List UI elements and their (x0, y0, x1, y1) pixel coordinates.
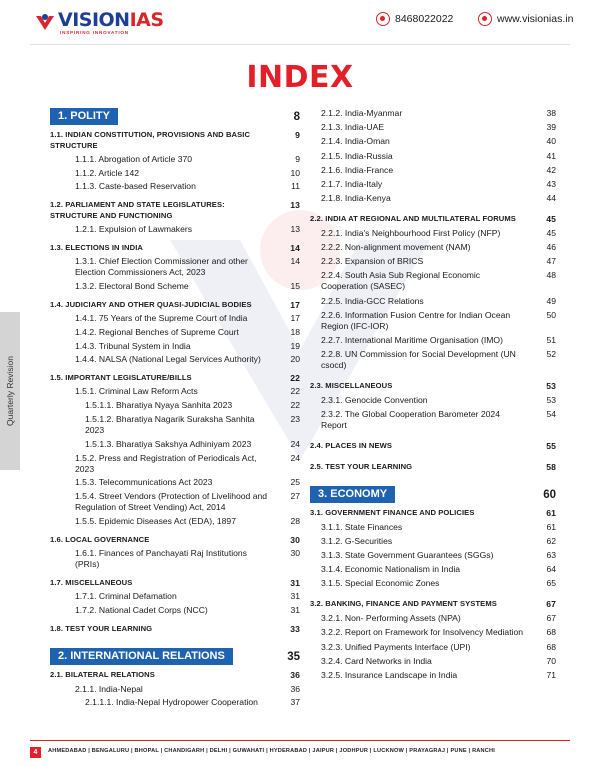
entry-title: 3.2.4. Card Networks in India (321, 655, 432, 666)
index-item[interactable] (310, 122, 556, 133)
entry-page-number: 52 (546, 349, 556, 360)
entry-page-number: 27 (290, 491, 300, 502)
index-item[interactable] (310, 193, 556, 204)
entry-page-number: 38 (546, 108, 556, 118)
entry-title: 3.2.3. Unified Payments Interface (UPI) (321, 641, 471, 652)
entry-title: 2.1.1. India-Nepal (75, 683, 143, 694)
entry-page-number: 67 (546, 613, 556, 624)
index-item[interactable] (310, 136, 556, 147)
entry-page-number: 63 (546, 550, 556, 561)
entry-title: 1.5.1.1. Bharatiya Nyaya Sanhita 2023 (85, 400, 233, 411)
index-item[interactable] (50, 414, 300, 436)
entry-page-number: 22 (290, 400, 300, 411)
entry-title: 3.1.3. State Government Guarantees (SGGs) (321, 550, 494, 561)
index-heading[interactable] (50, 200, 300, 221)
entry-page-number: 24 (290, 438, 300, 449)
index-heading[interactable] (50, 624, 300, 635)
entry-page-number: 41 (546, 150, 556, 161)
entry-page-number: 36 (290, 683, 300, 694)
entry-title: 1.2. PARLIAMENT AND STATE LEGISLATURES: STRUCTURE AND FUNCTIONING (50, 200, 225, 220)
entry-title: 2.2.2. Non-alignment movement (NAM) (321, 242, 471, 252)
website-url: www.visionias.in (497, 13, 574, 25)
entry-title: 1.5.3. Telecommunications Act 2023 (75, 477, 213, 488)
entry-title: 1.1.3. Caste-based Reservation (75, 181, 196, 192)
entry-title: 3.2. BANKING, FINANCE AND PAYMENT SYSTEMS (310, 599, 497, 609)
entry-title: 1.1. INDIAN CONSTITUTION, PROVISIONS AND BASIC STRUCTURE (50, 130, 251, 150)
entry-page-number: 58 (546, 461, 556, 472)
entry-page-number: 9 (295, 153, 300, 164)
entry-title: 2.1.1.1. India-Nepal Hydropower Cooperation (85, 697, 258, 708)
entry-title: 1.6. LOCAL GOVERNANCE (50, 534, 150, 544)
entry-page-number: 46 (546, 242, 556, 252)
index-item[interactable] (310, 522, 556, 533)
entry-title: 1.4. JUDICIARY AND OTHER QUASI-JUDICIAL BODIES (50, 299, 252, 309)
index-item[interactable] (310, 395, 556, 406)
side-tab (0, 312, 20, 470)
entry-page-number: 51 (546, 334, 556, 345)
entry-page-number: 14 (290, 242, 300, 253)
index-item[interactable] (50, 697, 300, 708)
entry-page-number: 18 (290, 326, 300, 337)
visionias-logo[interactable] (34, 6, 184, 40)
index-item[interactable] (310, 242, 556, 253)
entry-page-number: 17 (290, 299, 300, 310)
entry-title: 3.2.5. Insurance Landscape in India (321, 669, 458, 680)
index-heading[interactable] (310, 441, 556, 452)
header-divider (30, 44, 570, 45)
entry-page-number: 40 (546, 136, 556, 147)
index-item[interactable] (50, 224, 300, 235)
index-item[interactable] (50, 605, 300, 616)
entry-title: 2.3.1. Genocide Convention (321, 394, 428, 405)
index-heading[interactable] (310, 508, 556, 519)
index-item[interactable] (50, 516, 300, 527)
entry-title: 1.5.5. Epidemic Diseases Act (EDA), 1897 (75, 516, 236, 527)
entry-page-number: 68 (546, 641, 556, 652)
index-item[interactable] (310, 165, 556, 176)
entry-page-number: 43 (546, 178, 556, 189)
entry-title: 1.5. IMPORTANT LEGISLATURE/BILLS (50, 373, 192, 383)
page-title: INDEX (246, 60, 354, 95)
index-item[interactable] (50, 439, 300, 450)
entry-title: 2.1.4. India-Oman (321, 136, 390, 147)
entry-page-number: 31 (290, 591, 300, 602)
entry-page-number: 71 (546, 669, 556, 680)
side-tab-label: Quarterly Revision (5, 356, 15, 426)
index-item[interactable] (310, 550, 556, 561)
entry-title: 2.1.5. India-Russia (321, 150, 393, 161)
phone-contact[interactable] (376, 12, 453, 26)
entry-page-number: 42 (546, 164, 556, 175)
entry-title: 1.1.1. Abrogation of Article 370 (75, 153, 193, 164)
entry-title: 3.1.4. Economic Nationalism in India (321, 564, 461, 575)
entry-title: 1.3.2. Electoral Bond Scheme (75, 280, 189, 291)
index-item[interactable] (310, 578, 556, 589)
index-item[interactable] (310, 409, 556, 431)
index-heading[interactable] (310, 381, 556, 392)
index-item[interactable] (50, 341, 300, 352)
index-item[interactable] (50, 548, 300, 570)
entry-page-number: 68 (546, 627, 556, 638)
index-item[interactable] (50, 453, 300, 475)
entry-page-number: 53 (546, 381, 556, 392)
index-item[interactable] (310, 670, 556, 681)
entry-title: 1.5.2. Press and Registration of Periodicals Act, 2023 (75, 452, 257, 474)
entry-page-number: 20 (290, 354, 300, 365)
entry-page-number: 48 (546, 270, 556, 281)
index-item[interactable] (50, 491, 300, 513)
entry-page-number: 14 (290, 256, 300, 267)
index-item[interactable] (50, 684, 300, 695)
entry-title: 2.1. BILATERAL RELATIONS (50, 670, 155, 680)
phone-number: 8468022022 (395, 13, 454, 25)
entry-page-number: 30 (290, 534, 300, 545)
section-title: 2. INTERNATIONAL RELATIONS (50, 648, 233, 665)
index-item[interactable] (310, 228, 556, 239)
entry-page-number: 54 (546, 409, 556, 419)
entry-title: 2.1.3. India-UAE (321, 122, 385, 133)
entry-title: 1.5.4. Street Vendors (Protection of Livelihood and Regulation of Street Vending) Act, 2014 (75, 491, 268, 513)
index-item[interactable] (310, 627, 556, 638)
entry-page-number: 36 (290, 670, 300, 681)
entry-page-number: 55 (546, 441, 556, 451)
entry-page-number: 47 (546, 256, 556, 267)
index-heading[interactable] (310, 462, 556, 473)
entry-title: 2.2.6. Information Fusion Centre for Indian Ocean Region (IFC-IOR) (321, 309, 511, 331)
index-item[interactable] (50, 386, 300, 397)
entry-title: 2.3.2. The Global Cooperation Barometer 2024 Report (321, 409, 500, 430)
section-banner-2-international-relations[interactable] (50, 648, 300, 665)
entry-title: 2.1.7. India-Italy (321, 178, 383, 189)
index-item[interactable] (310, 536, 556, 547)
index-item[interactable] (310, 349, 556, 371)
entry-page-number: 9 (295, 130, 300, 140)
index-heading[interactable] (50, 578, 300, 589)
entry-page-number: 67 (546, 599, 556, 610)
index-item[interactable] (50, 313, 300, 324)
entry-title: 1.1.2. Article 142 (75, 167, 140, 178)
entry-page-number: 22 (290, 386, 300, 397)
index-item[interactable] (50, 168, 300, 179)
entry-page-number: 28 (290, 516, 300, 527)
logo-tagline: INSPIRING INNOVATION (60, 30, 129, 35)
entry-title: 1.7.1. Criminal Defamation (75, 591, 177, 602)
entry-page-number: 33 (290, 623, 300, 634)
index-item[interactable] (50, 154, 300, 165)
index-item[interactable] (50, 354, 300, 365)
index-item[interactable] (50, 256, 300, 278)
entry-page-number: 11 (291, 181, 300, 192)
section-banner-3-economy[interactable] (310, 486, 556, 503)
index-heading[interactable] (50, 130, 300, 151)
logo-wordmark: VISIONIAS (58, 9, 164, 31)
index-heading[interactable] (50, 243, 300, 254)
entry-title: 1.5.1.3. Bharatiya Sakshya Adhiniyam 2023 (85, 438, 252, 449)
index-item[interactable] (50, 591, 300, 602)
entry-page-number: 65 (546, 578, 556, 589)
index-heading[interactable] (50, 300, 300, 311)
index-item[interactable] (310, 256, 556, 267)
section-title: 3. ECONOMY (310, 486, 395, 503)
index-heading[interactable] (50, 373, 300, 384)
index-item[interactable] (50, 477, 300, 488)
entry-title: 3.2.2. Report on Framework for Insolvency Mediation (321, 627, 524, 638)
section-title: 1. POLITY (50, 108, 118, 125)
entry-page-number: 61 (546, 521, 556, 532)
entry-page-number: 39 (546, 122, 556, 133)
entry-title: 2.1.8. India-Kenya (321, 193, 391, 204)
entry-page-number: 62 (546, 535, 556, 546)
index-item[interactable] (310, 310, 556, 332)
index-item[interactable] (310, 656, 556, 667)
entry-title: 3.1.2. G-Securities (321, 535, 393, 546)
index-item[interactable] (310, 613, 556, 624)
entry-title: 2.2.3. Expansion of BRICS (321, 256, 424, 267)
entry-page-number: 13 (290, 223, 300, 234)
index-heading[interactable] (50, 670, 300, 681)
section-page-number: 35 (287, 650, 300, 663)
entry-page-number: 17 (290, 312, 300, 323)
entry-title: 2.2.1. India's Neighbourhood First Policy (NFP) (321, 227, 501, 238)
website-contact[interactable] (478, 12, 573, 26)
index-heading[interactable] (50, 535, 300, 546)
index-item[interactable] (310, 296, 556, 307)
entry-page-number: 64 (546, 564, 556, 575)
entry-page-number: 45 (546, 227, 556, 238)
entry-title: 3.2.1. Non- Performing Assets (NPA) (321, 613, 461, 624)
footer-divider (30, 740, 570, 741)
entry-page-number: 61 (546, 508, 556, 518)
index-item[interactable] (50, 181, 300, 192)
entry-title: 1.2.1. Expulsion of Lawmakers (75, 223, 193, 234)
section-page-number: 60 (543, 488, 556, 501)
entry-title: 1.4.2. Regional Benches of Supreme Court (75, 326, 239, 337)
entry-title: 1.8. TEST YOUR LEARNING (50, 623, 153, 633)
entry-title: 1.7. MISCELLANEOUS (50, 577, 133, 587)
index-item[interactable] (50, 400, 300, 411)
entry-page-number: 23 (290, 414, 300, 425)
page-number: 4 (30, 747, 41, 758)
index-item[interactable] (310, 108, 556, 119)
city-list: AHMEDABAD | BENGALURU | BHOPAL | CHANDIGARH | DELHI | GUWAHATI | HYDERABAD | JAIPUR | JODHPUR | LUCKNOW | PRAYAGRAJ | PUNE | RANCHI (48, 748, 496, 754)
entry-page-number: 37 (290, 697, 300, 708)
index-column-right (310, 108, 556, 681)
entry-title: 3.1.5. Special Economic Zones (321, 578, 440, 589)
entry-page-number: 70 (546, 655, 556, 666)
logo-emblem-icon (34, 12, 56, 32)
entry-page-number: 30 (290, 548, 300, 559)
index-column-left (50, 108, 300, 708)
phone-icon (376, 12, 390, 26)
entry-page-number: 13 (290, 200, 300, 211)
entry-title: 2.2. INDIA AT REGIONAL AND MULTILATERAL FORUMS (310, 214, 516, 224)
entry-title: 1.4.4. NALSA (National Legal Services Authority) (75, 354, 261, 365)
page-header (0, 0, 600, 44)
entry-title: 2.3. MISCELLANEOUS (310, 381, 393, 391)
entry-title: 1.6.1. Finances of Panchayati Raj Institutions (PRIs) (75, 548, 247, 570)
entry-page-number: 10 (290, 167, 300, 178)
entry-page-number: 50 (546, 309, 556, 320)
index-item[interactable] (310, 270, 556, 292)
entry-title: 2.4. PLACES IN NEWS (310, 441, 393, 450)
entry-title: 2.5. TEST YOUR LEARNING (310, 461, 413, 471)
entry-title: 2.2.5. India-GCC Relations (321, 295, 424, 306)
entry-title: 1.4.3. Tribunal System in India (75, 340, 191, 351)
entry-page-number: 19 (290, 340, 300, 351)
page-footer (0, 740, 600, 766)
index-item[interactable] (310, 179, 556, 190)
globe-icon (478, 12, 492, 26)
entry-page-number: 25 (290, 477, 300, 488)
entry-title: 1.7.2. National Cadet Corps (NCC) (75, 605, 208, 616)
entry-page-number: 15 (290, 280, 300, 291)
index-item[interactable] (310, 151, 556, 162)
entry-page-number: 49 (546, 295, 556, 306)
index-item[interactable] (310, 564, 556, 575)
entry-title: 1.5.1.2. Bharatiya Nagarik Suraksha Sanhita 2023 (85, 414, 255, 436)
index-item[interactable] (50, 281, 300, 292)
entry-page-number: 24 (290, 452, 300, 463)
entry-title: 3.1. GOVERNMENT FINANCE AND POLICIES (310, 508, 475, 517)
entry-page-number: 53 (546, 394, 556, 405)
entry-title: 1.3.1. Chief Election Commissioner and other Election Commissioners Act, 2023 (75, 256, 248, 278)
index-item[interactable] (310, 642, 556, 653)
entry-title: 2.2.7. International Maritime Organisation (IMO) (321, 334, 503, 345)
entry-page-number: 45 (546, 214, 556, 225)
entry-title: 2.1.2. India-Myanmar (321, 108, 403, 118)
entry-title: 1.3. ELECTIONS IN INDIA (50, 242, 144, 252)
entry-title: 3.1.1. State Finances (321, 521, 403, 532)
index-heading[interactable] (310, 214, 556, 225)
index-item[interactable] (50, 327, 300, 338)
entry-page-number: 31 (290, 577, 300, 588)
entry-title: 2.2.4. South Asia Sub Regional Economic Cooperation (SASEC) (321, 270, 481, 292)
entry-title: 1.4.1. 75 Years of the Supreme Court of India (75, 312, 248, 323)
entry-page-number: 44 (546, 193, 556, 204)
entry-title: 2.1.6. India-France (321, 164, 394, 175)
index-item[interactable] (310, 335, 556, 346)
entry-page-number: 22 (290, 373, 300, 384)
section-banner-1-polity[interactable] (50, 108, 300, 125)
section-page-number: 8 (293, 110, 300, 123)
entry-title: 2.2.8. UN Commission for Social Development (UN csocd) (321, 349, 516, 371)
entry-title: 1.5.1. Criminal Law Reform Acts (75, 386, 198, 397)
index-heading[interactable] (310, 599, 556, 610)
entry-page-number: 31 (290, 605, 300, 616)
